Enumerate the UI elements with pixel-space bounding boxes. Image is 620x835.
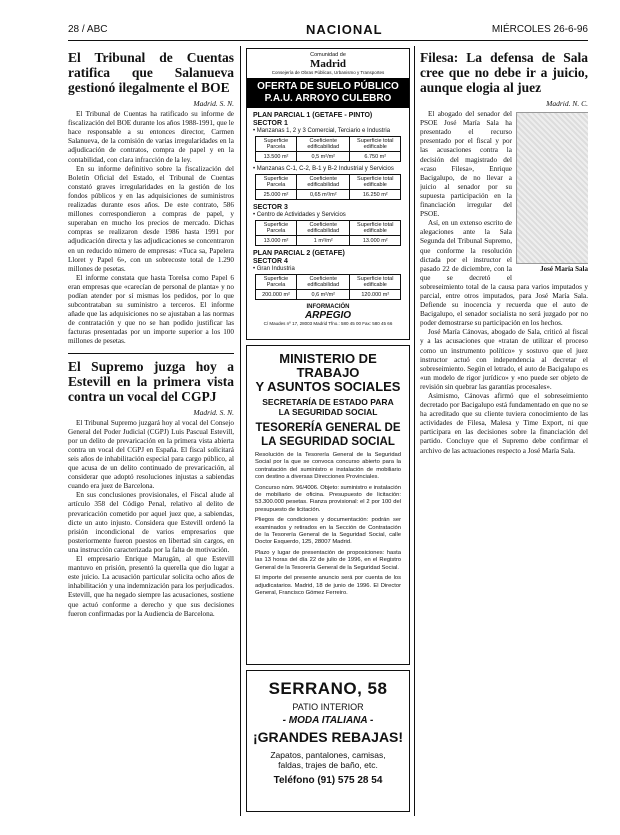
ad-body-text: El importe del presente anuncio será por cuenta de los adjudicatarios. Madrid, 18 de junio de 1996. El Director General, Francisco Gómez Ferreiro. — [255, 575, 401, 596]
secretaria-line: LA SEGURIDAD SOCIAL — [278, 407, 378, 417]
article3-paragraph: Asimismo, Cánovas afirmó que el sobreseimiento decretado por Bacigalupo está fundamentado en que no se ha acreditado que su cliente tuviera conocimiento de las actividades de Filesa, Malesa y Time Export, ni que participara en las decisiones sobre la financiación del partido. Concluye que el Supremo debe confirmar el archivo de las actuaciones respecto a José María Sala. — [420, 392, 588, 455]
plan-section: • Manzanas C-1, C-2, B-1 y B-2 Industrial y Servicios Superficie Parcela Coeficiente edificabilidad Superficie total edificable 25.000 m² 0,65 m²/m² 16.250 m² — [247, 166, 409, 200]
secretaria-line: SECRETARÍA DE ESTADO PARA — [262, 397, 394, 407]
ministry-title: MINISTERIO DE TRABAJO — [279, 351, 377, 380]
article3-byline: Madrid. N. C. — [546, 99, 588, 108]
sala-portrait — [516, 112, 588, 264]
article1-paragraph: En su informe definitivo sobre la fiscalización del Boletín Oficial del Estado, el Tribunal de Cuentas constató graves irregularidades en la gestión de los fondos públicos y en las adquisiciones de suministros realizadas durante esos años. De este contrato, 586 millones correspondieron a compras de papel, y superaban en mucho los precios de mercado. Dichas compras se realizaron desde 1986 hasta 1991 por adjudicación directa y las adjudicaciones se concentraron en un reducido número de empresas: «Tuca sa, Papelera Lloret y Papel 6», con un sobrecoste total de 1.290 millones de pesetas. — [68, 164, 234, 273]
article3-paragraph: Así, en un extenso escrito de alegaciones ante la Sala Segunda del Tribunal Supremo, que conforme la resolución dictada por el instructor el pasado 22 de diciembre, con la que se decretó el sobreseimiento total de la causa para varios imputados y parcial, entre otros imputados, para José María Sala. Defiende su inocencia y recuerda que el auto de Bacigalupo, el senador socialista no será juzgado por no poder demostrarse su participación en los hechos. — [420, 219, 588, 328]
article1-paragraph: El Tribunal de Cuentas ha ratificado su informe de fiscalización del BOE durante los años 1988-1991, que le hace responsable a su entonces director, Carmen Salanueva, de la comisión de varias irregularidades en la adjudicación de contratos, compra de papel y en la contabilidad, con clara infracción de la ley. — [68, 110, 234, 164]
right-column — [420, 50, 588, 815]
issue-date: MIÉRCOLES 26-6-96 — [491, 24, 588, 35]
ad-body-text: Pliegos de condiciones y documentación: podrán ser examinados y retirados en la Sección de Contratación de la Tesorería General de la Seguridad Social, calle Doctor Esquerdo, 125, 28007 Madrid. — [255, 517, 401, 546]
ad-body-text: Resolución de la Tesorería General de la Seguridad Social por la que se convoca concurso abierto para la contratación del suministro e instalación de mobiliario con destino a diversas Direcciones Provinciales. — [255, 452, 401, 481]
items-line: Zapatos, pantalones, camisas, — [270, 750, 386, 760]
ad-body-text: Plazo y lugar de presentación de proposiciones: hasta las 13 horas del día 22 de julio de 1996, en el Registro General de la Tesorería General de la Seguridad Social. — [255, 549, 401, 571]
article3-headline: Filesa: La defensa de Sala cree que no debe ir a juicio, aunque elogia al juez — [420, 50, 588, 95]
plan-section: SECTOR 3 • Centro de Actividades y Servicios Superficie Parcela Coeficiente edificabilidad Superficie total edificable 13.000 m² 1 m²/m² 13.000 m² — [247, 204, 409, 246]
article2-byline: Madrid. S. N. — [193, 407, 234, 417]
photo-caption: José María Sala — [540, 265, 588, 274]
article2-headline: El Supremo juzga hoy a Estevill en la primera vista contra un vocal del CGPJ — [68, 358, 234, 404]
ad-address: C/ Maudes nº 17, 28003 Madrid Tfno.: 580 45 00 Fax: 580 45 66 — [263, 321, 393, 326]
store-name: SERRANO, 58 — [268, 679, 388, 698]
items-line: faldas, trajes de baño, etc. — [278, 760, 378, 770]
ad-title-bar — [247, 78, 409, 108]
store-floor: PATIO INTERIOR — [292, 702, 364, 712]
article-separator — [68, 353, 234, 354]
tesoreria-title: LA SEGURIDAD SOCIAL — [261, 436, 395, 448]
column-divider — [240, 46, 241, 816]
store-line: - MODA ITALIANA - — [282, 715, 374, 726]
photo-block — [516, 112, 588, 274]
ad-body-text: Concurso núm. 96/4006. Objeto: suministro e instalación de mobiliario de oficina. Presupuesto de licitación: 53.300.000 pesetas. Fianza provisional: el 2 por 100 del presupuesto de licitación. — [255, 484, 401, 513]
madrid-land-ad — [246, 48, 410, 340]
ad-title: OFERTA DE SUELO PÚBLICO — [257, 81, 399, 92]
page-header — [68, 22, 588, 41]
article3-paragraph: El abogado del senador del PSOE José María Sala ha presentado el recurso presentado por el fiscal y por las acusaciones contra la decisión del magistrado del «caso Filesa», Enrique Bacigalupo, de no llevar a juicio al senador por su supuesta participación en la financiación irregular del PSOE. — [420, 110, 512, 219]
left-column — [68, 50, 234, 815]
info-label: INFORMACIÓN — [306, 304, 350, 310]
madrid-logo: Comunidad de Madrid Consejería de Obras Públicas, Urbanismo y Transportes — [271, 52, 385, 75]
section-title: NACIONAL — [306, 22, 383, 37]
article1-headline: El Tribunal de Cuentas ratifica que Salanueva gestionó ilegalmente el BOE — [68, 50, 234, 95]
tesoreria-title: TESORERÍA GENERAL DE — [255, 422, 401, 434]
store-phone: Teléfono (91) 575 28 54 — [273, 775, 383, 786]
ministry-ad — [246, 345, 410, 665]
article1-paragraph: El informe constata que hasta Torelsa como Papel 6 eran empresas que «carecían de personal de planta» y no podían atender por sí mismas los pedidos, por lo que subcontrataban su suministro a terceros. El informe añade que las adquisiciones no se ajustaban a las normas de contratación y que no se han podido justificar las facturas presentadas por un importe superior a los 100 millones de pesetas. — [68, 273, 234, 346]
column-divider — [414, 46, 415, 816]
article2-paragraph: En sus conclusiones provisionales, el Fiscal alude al artículo 358 del Código Penal, relativo al delito de prevaricación cometido por aquel juez que, a sabiendas, dicte un auto injusto. Considera que Estevill ordenó la prisión incondicional de varios empresarios que posteriormente fueron puestos en libertad sin cargos, en una instrucción caracterizada por la falta de motivación. — [68, 491, 234, 554]
ministry-title: Y ASUNTOS SOCIALES — [255, 379, 401, 394]
plan-section: PLAN PARCIAL 1 (GETAFE - PINTO) SECTOR 1 • Manzanas 1, 2 y 3 Comercial, Terciario e Industria Superficie Parcela Coeficiente edificabilidad Superficie total edificable 13.500 m² 0,5 m²/m² 6.750 m² — [247, 112, 409, 162]
brand-logo: ARPEGIO — [304, 310, 352, 321]
article1-byline: Madrid. S. N. — [193, 99, 234, 108]
article3-paragraph: José María Cánovas, abogado de Sala, criticó al fiscal y a las acusaciones que «tratan de utilizar el proceso como un instrumento político» y sostuvo que el juez instructor actuó con independencia al decretar el sobreseimiento. Según el letrado, el auto de Bacigalupo es «un modelo de rigor jurídico» y «no puede ser objeto de revisión sin quebrar las garantías procesales». — [420, 328, 588, 391]
plan-section: PLAN PARCIAL 2 (GETAFE) SECTOR 4 • Gran Industria Superficie Parcela Coeficiente edificabilidad Superficie total edificable 200.000 m² 0,6 m²/m² 120.000 m² — [247, 250, 409, 300]
ad-subtitle: P.A.U. ARROYO CULEBRO — [264, 93, 392, 104]
sale-banner: ¡GRANDES REBAJAS! — [252, 729, 404, 745]
page-number: 28 / ABC — [68, 24, 108, 35]
article2-paragraph: El empresario Enrique Marugán, al que Estevill mantuvo en prisión, presentó la querella que dio lugar a este juicio. La acusación particular solicita ocho años de inhabilitación y una indemnización para los perjudicados. Estevill, que ha negado siempre las acusaciones, sostiene que actuó conforme a derecho y que sus decisiones fueron confirmadas por la Audiencia de Barcelona. — [68, 555, 234, 618]
article2-paragraph: El Tribunal Supremo juzgará hoy al vocal del Consejo General del Poder Judicial (CGPJ) Luis Pascual Estevill, por un delito de prevaricación en la primera vista abierta contra un vocal del CGPJ en España. El fiscal solicitará seis años de inhabilitación especial para cargo público, al que acusa de un delito continuado de prevaricación, al considerar que adoptó resoluciones injustas a sabiendas cuando era juez de Barcelona. — [68, 418, 234, 491]
serrano-ad — [246, 670, 410, 812]
